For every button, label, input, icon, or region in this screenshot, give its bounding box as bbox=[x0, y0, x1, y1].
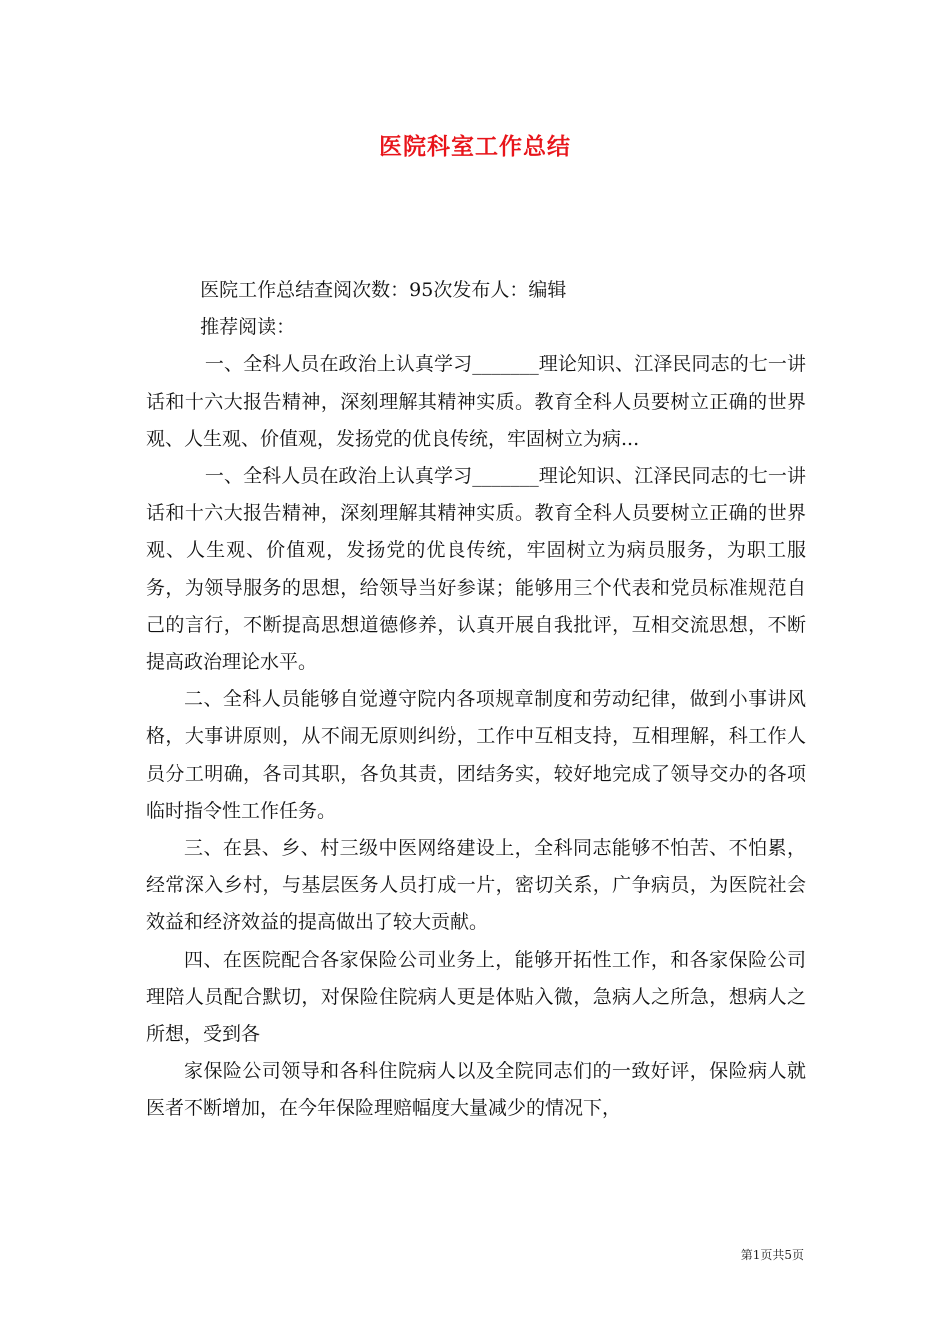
paragraph-5: 四、在医院配合各家保险公司业务上，能够开拓性工作，和各家保险公司理陪人员配合默切，对保险住院病人更是体贴入微，急病人之所急，想病人之所想，受到各 bbox=[146, 948, 806, 1046]
page-indicator: 第1页共5页 bbox=[740, 1248, 804, 1262]
document-body bbox=[146, 272, 806, 1128]
paragraph-6: 家保险公司领导和各科住院病人以及全院同志们的一致好评，保险病人就医者不断增加，在今年保险理赔幅度大量减少的情况下， bbox=[146, 1060, 806, 1120]
paragraph-3: 二、全科人员能够自觉遵守院内各项规章制度和劳动纪律，做到小事讲风格，大事讲原则，从不闹无原则纠纷，工作中互相支持，互相理解，科工作人员分工明确，各司其职，各负其责，团结务实，较好地完成了领导交办的各项临时指令性工作任务。 bbox=[146, 688, 806, 822]
recommend-label: 推荐阅读： bbox=[200, 316, 296, 339]
paragraph-2: 一、全科人员在政治上认真学习_______理论知识、江泽民同志的七一讲话和十六大报告精神，深刻理解其精神实质。教育全科人员要树立正确的世界观、人生观、价值观，发扬党的优良传统，牢固树立为病员服务，为职工服务，为领导服务的思想，给领导当好参谋；能够用三个代表和党员标准规范自己的言行，不断提高思想道德修养，认真开展自我批评，互相交流思想，不断提高政治理论水平。 bbox=[146, 465, 806, 674]
document-title: 医院科室工作总结 bbox=[379, 134, 571, 160]
meta-line: 医院工作总结查阅次数：95次发布人：编辑 bbox=[200, 279, 567, 301]
paragraph-1: 一、全科人员在政治上认真学习_______理论知识、江泽民同志的七一讲话和十六大报告精神，深刻理解其精神实质。教育全科人员要树立正确的世界观、人生观、价值观，发扬党的优良传统，牢固树立为病... bbox=[146, 353, 806, 450]
paragraph-4: 三、在县、乡、村三级中医网络建设上，全科同志能够不怕苦、不怕累，经常深入乡村，与基层医务人员打成一片，密切关系，广争病员，为医院社会效益和经济效益的提高做出了较大贡献。 bbox=[146, 837, 806, 934]
